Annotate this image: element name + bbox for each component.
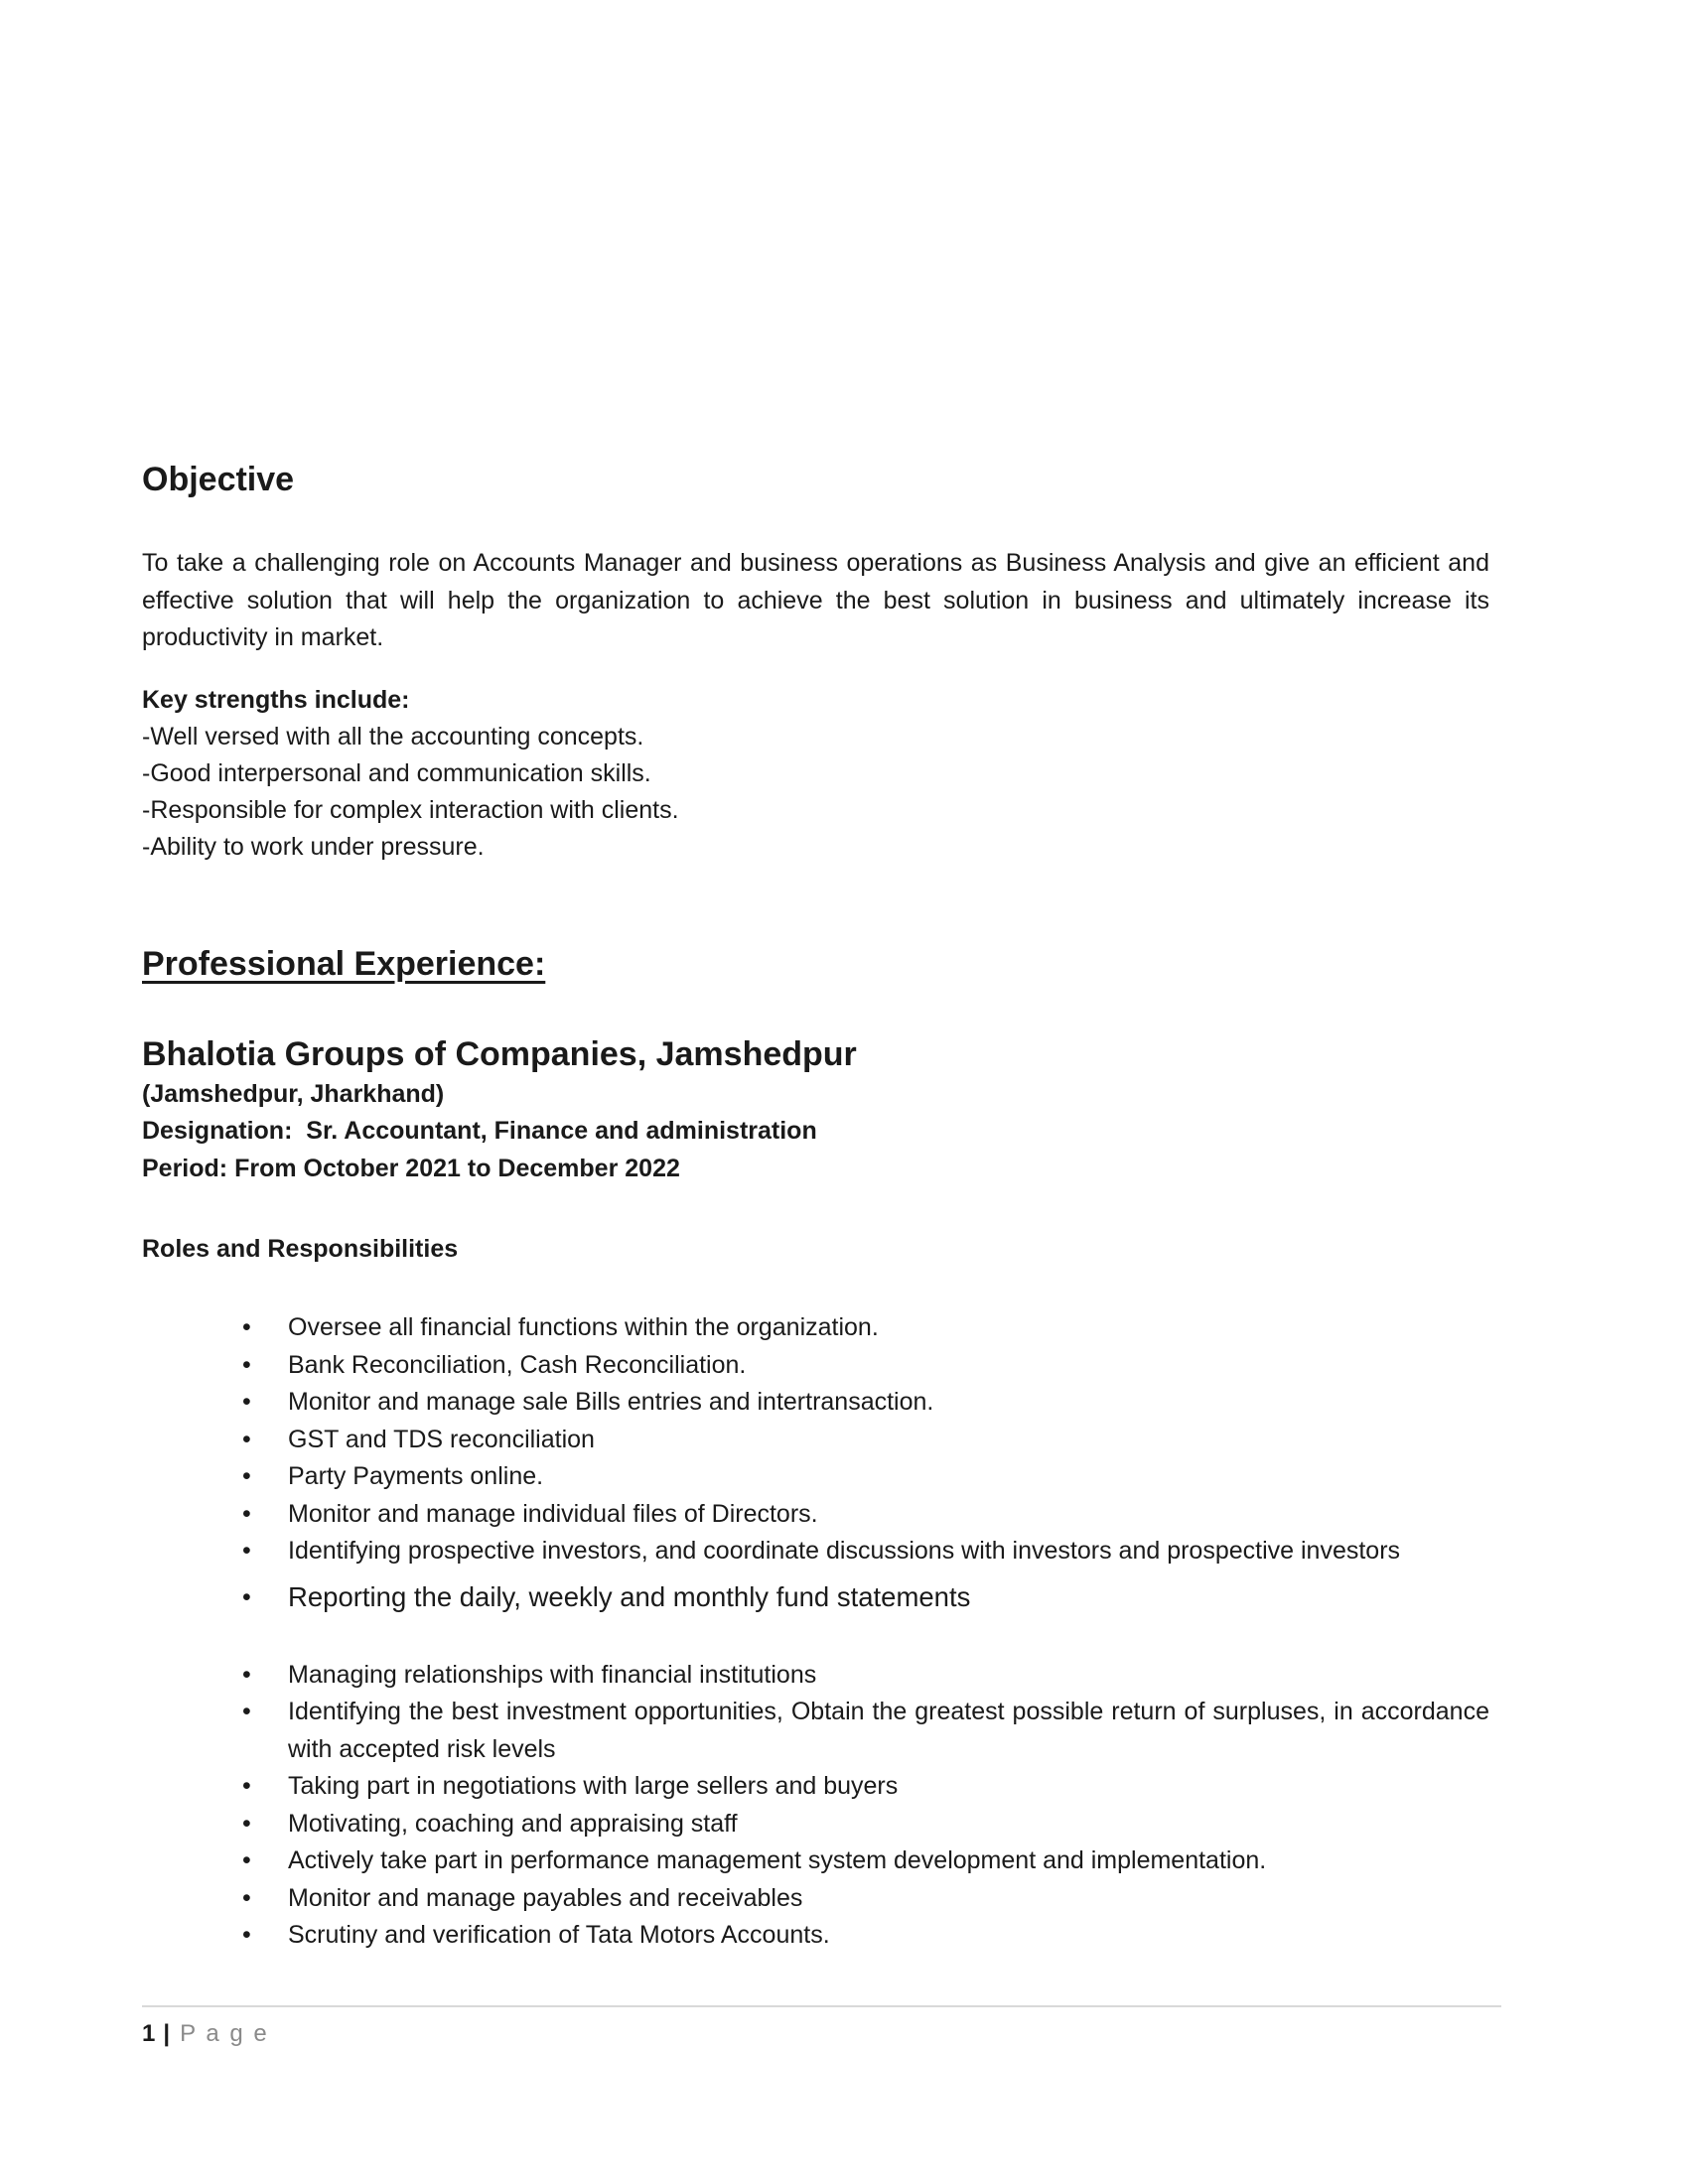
role-item: • Party Payments online.: [142, 1458, 1489, 1496]
role-item-highlight: • Reporting the daily, weekly and monthly fund statements: [142, 1577, 1489, 1617]
page-number: 1: [142, 2020, 156, 2047]
role-item: • Bank Reconciliation, Cash Reconciliation.: [142, 1347, 1489, 1385]
strength-item: -Responsible for complex interaction with clients.: [142, 795, 679, 824]
objective-paragraph: To take a challenging role on Accounts Manager and business operations as Business Analysis and give an efficient and effective solution that will help the organization to achieve the best solution in business and ultimately increase its productivity in market.: [142, 549, 1489, 651]
designation-line: Designation: Sr. Accountant, Finance and administration: [142, 1117, 817, 1145]
role-item: • Taking part in negotiations with large sellers and buyers: [142, 1768, 1489, 1806]
experience-section: [142, 943, 1489, 1955]
role-item: • Scrutiny and verification of Tata Motors Accounts.: [142, 1917, 1489, 1955]
strength-item: -Well versed with all the accounting concepts.: [142, 722, 644, 751]
experience-heading: Professional Experience:: [142, 944, 546, 983]
key-strengths-heading: Key strengths include:: [142, 685, 410, 714]
strength-item: -Good interpersonal and communication skills.: [142, 758, 651, 787]
role-item: • Monitor and manage individual files of Directors.: [142, 1496, 1489, 1534]
role-item: • Monitor and manage sale Bills entries and intertransaction.: [142, 1384, 1489, 1422]
objective-heading: Objective: [142, 461, 295, 498]
roles-list-secondary: [142, 1657, 1489, 1955]
roles-list-primary: [142, 1309, 1489, 1570]
role-item: • Actively take part in performance management system development and implementation.: [142, 1843, 1489, 1880]
footer-label: P a g e: [180, 2020, 269, 2047]
role-item: • Managing relationships with financial institutions: [142, 1657, 1489, 1695]
roles-list-highlight: [142, 1577, 1489, 1617]
strength-item: -Ability to work under pressure.: [142, 832, 485, 861]
objective-section: [142, 459, 1489, 866]
roles-heading: Roles and Responsibilities: [142, 1235, 459, 1263]
role-item: • GST and TDS reconciliation: [142, 1422, 1489, 1459]
page-footer: [142, 2018, 269, 2050]
role-item: • Oversee all financial functions within the organization.: [142, 1309, 1489, 1347]
key-strengths-block: [142, 682, 1489, 866]
footer-separator: |: [163, 2020, 171, 2047]
role-item: • Identifying prospective investors, and coordinate discussions with investors and prospective investors: [142, 1533, 1489, 1570]
role-item: • Monitor and manage payables and receivables: [142, 1880, 1489, 1918]
company-location: (Jamshedpur, Jharkhand): [142, 1079, 445, 1108]
role-item: • Motivating, coaching and appraising staff: [142, 1806, 1489, 1843]
footer-divider: [142, 2005, 1501, 2007]
period-line: Period: From October 2021 to December 2022: [142, 1154, 680, 1182]
company-name: Bhalotia Groups of Companies, Jamshedpur: [142, 1034, 857, 1073]
role-item: • Identifying the best investment opportunities, Obtain the greatest possible return of surpluses, in accordance with accepted risk levels: [142, 1694, 1489, 1768]
